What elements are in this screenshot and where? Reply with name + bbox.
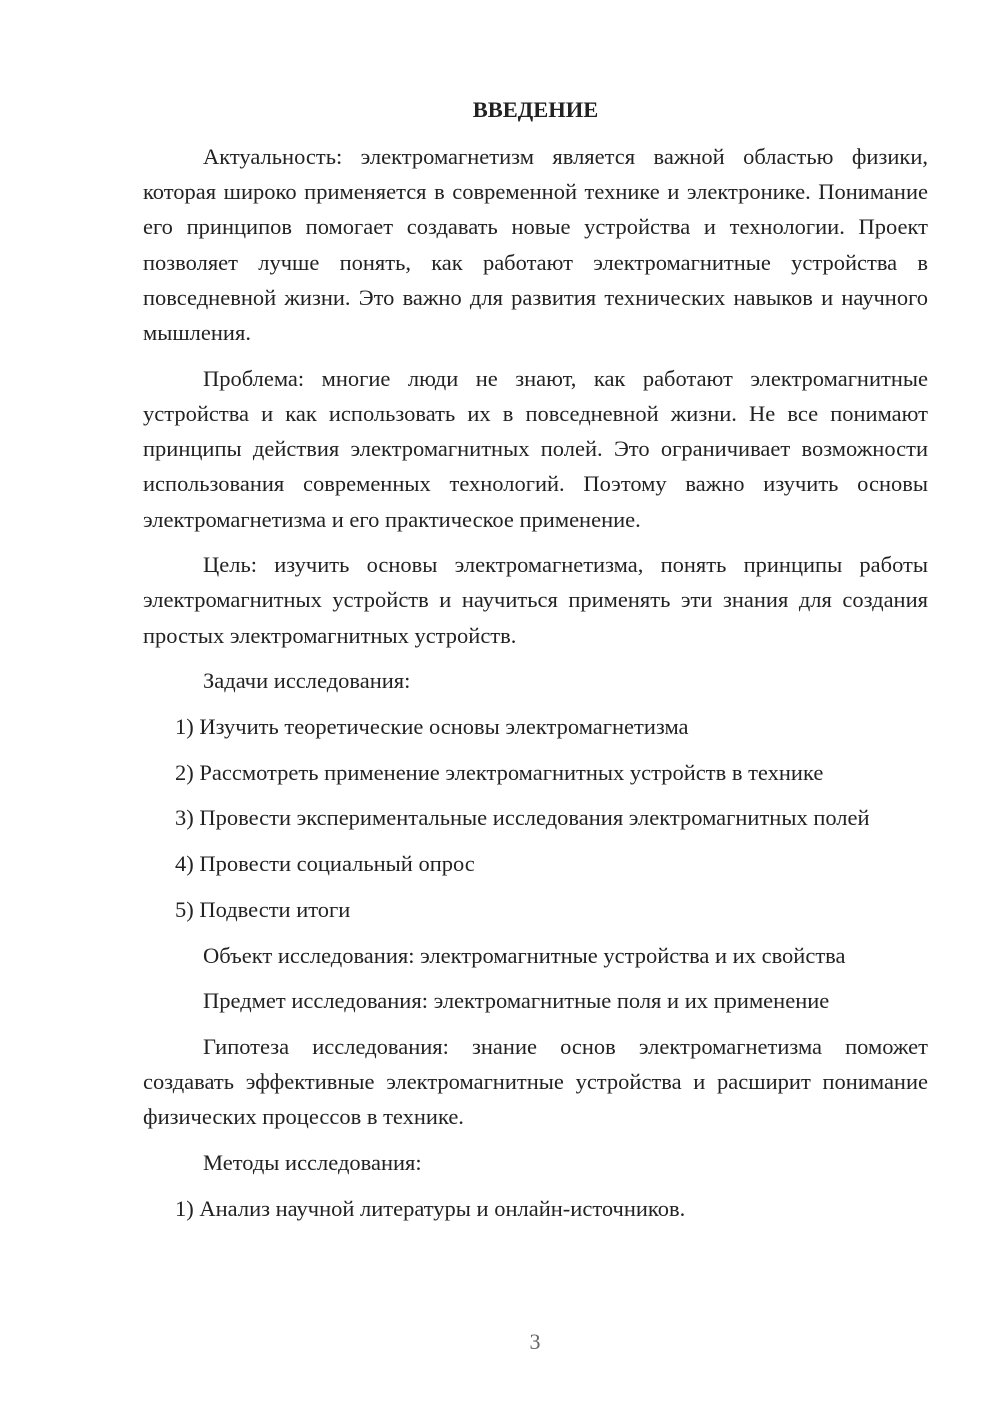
method-item-1: 1) Анализ научной литературы и онлайн-источников. [175, 1195, 686, 1221]
hypothesis-paragraph: Гипотеза исследования: знание основ электромагнетизма поможет создавать эффективные электромагнитные устройства и расширит понимание физических процессов в технике. [143, 1033, 928, 1130]
tasks-heading: Задачи исследования: [203, 668, 411, 694]
task-item-1: 1) Изучить теоретические основы электромагнетизма [175, 714, 689, 740]
subject-line: Предмет исследования: электромагнитные поля и их применение [203, 988, 830, 1014]
task-item-4: 4) Провести социальный опрос [175, 851, 475, 877]
page-number: 3 [529, 1329, 541, 1354]
task-item-2: 2) Рассмотреть применение электромагнитных устройств в технике [175, 759, 824, 785]
task-item-3: 3) Провести экспериментальные исследования электромагнитных полей [175, 805, 870, 831]
relevance-paragraph: Актуальность: электромагнетизм является важной областью физики, которая широко применяется в современной технике и электронике. Понимание его принципов помогает создавать новые устройства и технологии. Проект позволяет лучше понять, как работают электромагнитные устройства в повседневной жизни. Это важно для развития технических навыков и научного мышления. [143, 144, 928, 346]
document-body [143, 92, 928, 1236]
section-title: ВВЕДЕНИЕ [472, 97, 599, 122]
goal-paragraph: Цель: изучить основы электромагнетизма, понять принципы работы электромагнитных устройств и научиться применять эти знания для создания простых электромагнитных устройств. [143, 552, 928, 648]
task-item-5: 5) Подвести итоги [175, 896, 351, 922]
methods-heading: Методы исследования: [203, 1150, 422, 1176]
object-line: Объект исследования: электромагнитные устройства и их свойства [203, 942, 846, 968]
problem-paragraph: Проблема: многие люди не знают, как работают электромагнитные устройства и как использовать их в повседневной жизни. Не все понимают принципы действия электромагнитных полей. Это ограничивает возможности использования современных технологий. Поэтому важно изучить основы электромагнетизма и его практическое применение. [143, 365, 928, 532]
